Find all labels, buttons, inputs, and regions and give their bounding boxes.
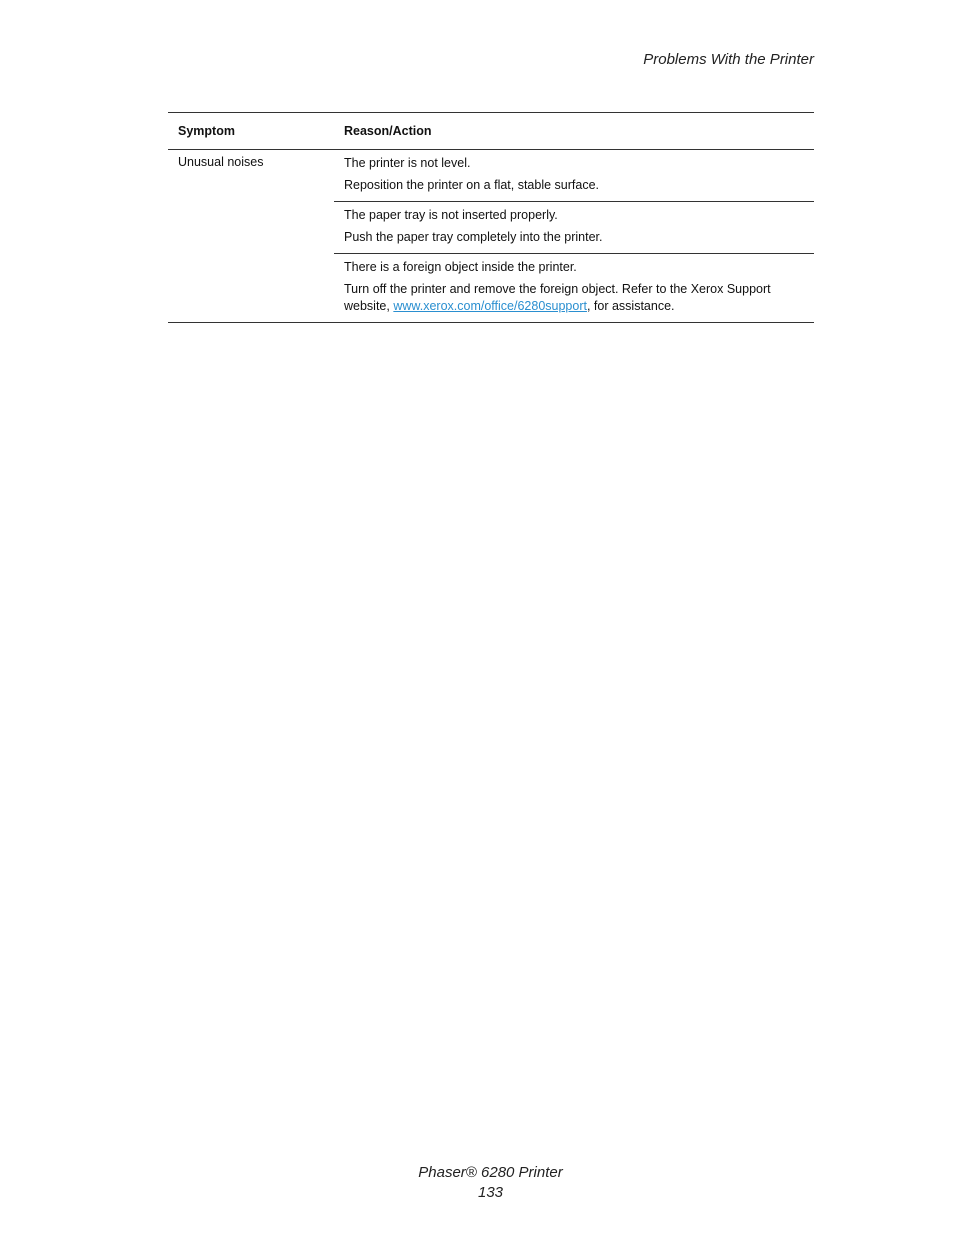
running-header-title: Problems With the Printer bbox=[643, 51, 814, 68]
troubleshooting-table bbox=[168, 112, 814, 323]
reason-text: The printer is not level. bbox=[344, 156, 471, 170]
column-header-reason-action: Reason/Action bbox=[344, 124, 432, 138]
action-text: Push the paper tray completely into the printer. bbox=[344, 230, 603, 244]
page-footer bbox=[0, 1163, 954, 1203]
reason-action-item bbox=[334, 150, 814, 201]
action-text bbox=[344, 281, 804, 315]
symptom-cell: Unusual noises bbox=[178, 155, 264, 169]
action-text: Reposition the printer on a flat, stable surface. bbox=[344, 178, 600, 192]
footer-product-name: Phaser® 6280 Printer bbox=[418, 1164, 563, 1181]
table-header-row bbox=[168, 113, 814, 150]
action-text-prefix: Turn off the printer and remove the foreign object. Refer to the Xerox Support website, bbox=[344, 282, 771, 313]
footer-page-number: 133 bbox=[477, 1184, 504, 1201]
action-text-suffix: , for assistance. bbox=[586, 299, 675, 313]
table-body bbox=[168, 150, 814, 322]
column-header-symptom: Symptom bbox=[178, 124, 235, 138]
reason-text: The paper tray is not inserted properly. bbox=[344, 208, 558, 222]
reason-text: There is a foreign object inside the printer. bbox=[344, 260, 577, 274]
reason-action-item bbox=[334, 201, 814, 253]
reason-action-item bbox=[334, 253, 814, 322]
xerox-support-link[interactable]: www.xerox.com/office/6280support bbox=[393, 299, 587, 313]
reason-action-list bbox=[334, 150, 814, 322]
